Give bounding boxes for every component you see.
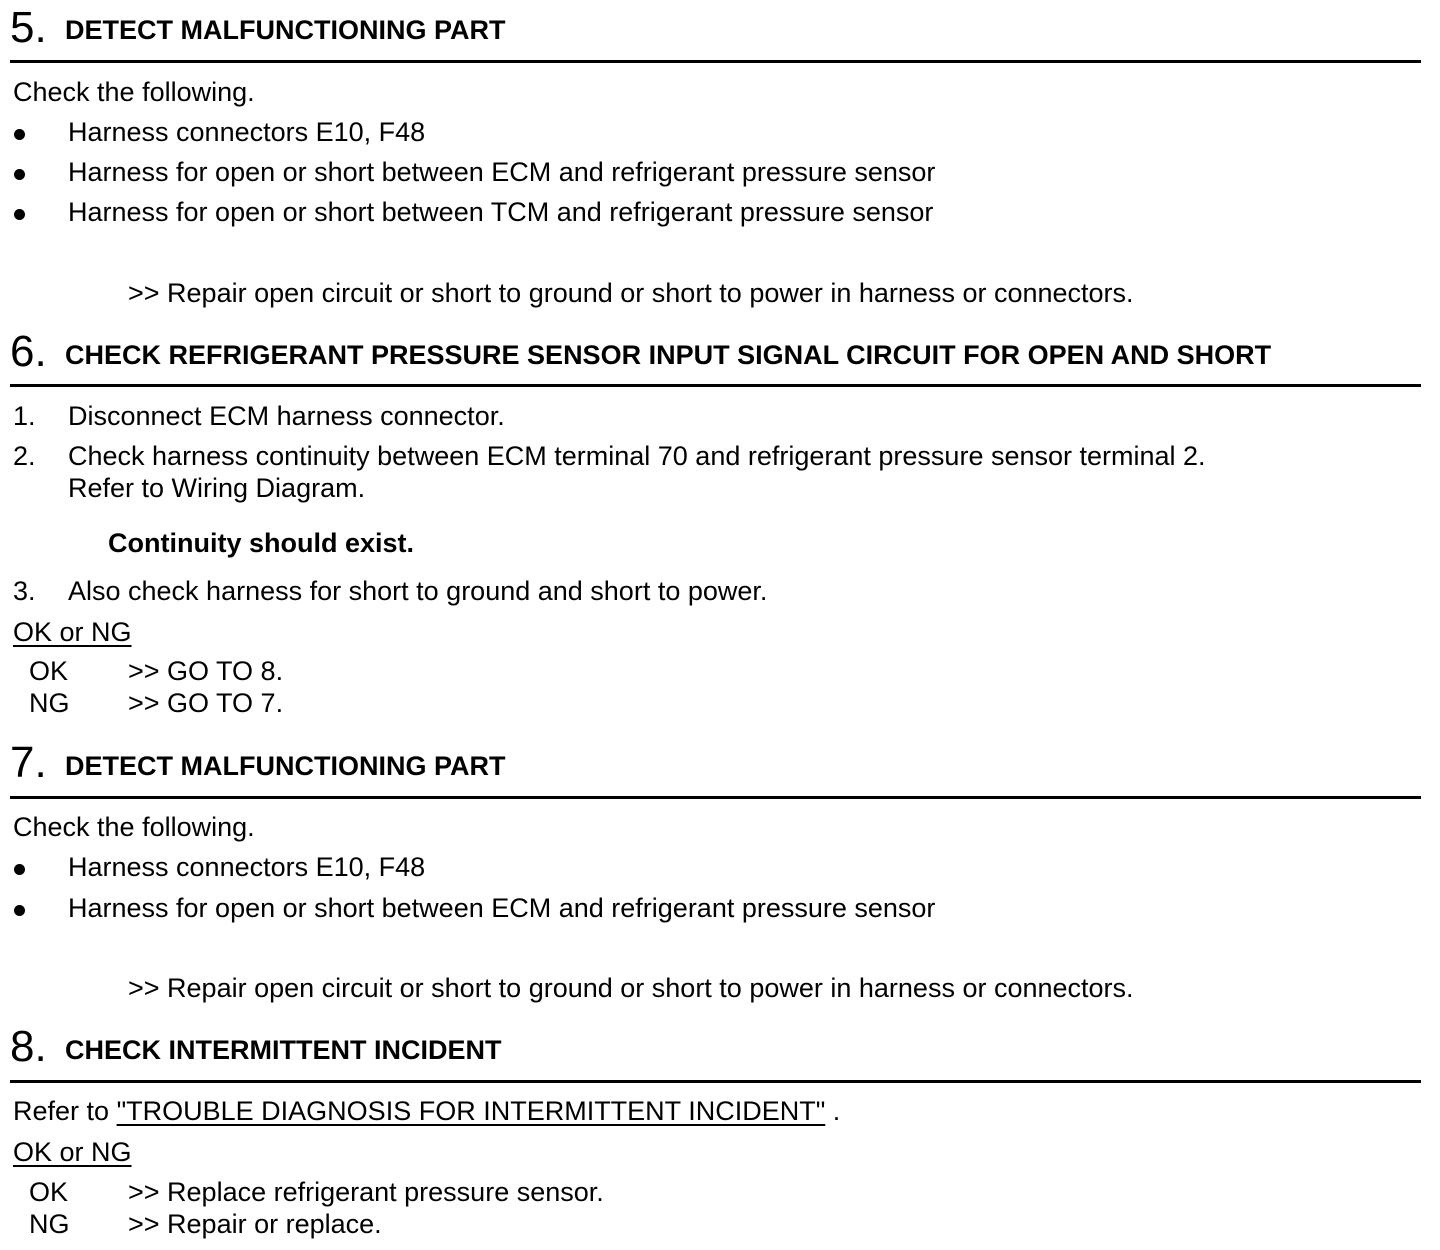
step-5-number: 5. [10,3,47,52]
step-6-item-number: 2. [13,441,36,471]
step-5-bullet: Harness for open or short between ECM and refrigerant pressure sensor [68,157,936,187]
step-6-title: CHECK REFRIGERANT PRESSURE SENSOR INPUT SIGNAL CIRCUIT FOR OPEN AND SHORT [65,340,1272,370]
result-action-ok: >> GO TO 8. [128,656,284,686]
result-action-ng: >> Repair or replace. [128,1209,382,1239]
result-key-ng: NG [29,1209,70,1239]
step-7-divider [10,796,1421,799]
step-6-number: 6. [10,327,47,376]
step-5-divider [10,60,1421,63]
refer-prefix: Refer to [13,1096,110,1126]
result-action-ng: >> GO TO 7. [128,688,284,718]
step-6-item-text: Check harness continuity between ECM terminal 70 and refrigerant pressure sensor terminal 2. [68,441,1206,471]
step-5-bullet: Harness for open or short between TCM and refrigerant pressure sensor [68,197,934,227]
step-6-item-number: 1. [13,401,36,431]
result-key-ok: OK [29,656,69,686]
step-6-item-text: Also check harness for short to ground and short to power. [68,576,768,606]
step-6-spec-note: Continuity should exist. [108,528,415,558]
step-8-result-label: OK or NG [13,1137,132,1167]
step-8-number: 8. [10,1022,47,1071]
step-5-intro: Check the following. [13,77,255,107]
step-7-intro: Check the following. [13,812,255,842]
bullet-icon [14,864,25,875]
bullet-icon [14,169,25,180]
step-5-title: DETECT MALFUNCTIONING PART [65,15,506,45]
bullet-icon [14,209,25,220]
step-7-title: DETECT MALFUNCTIONING PART [65,751,506,781]
step-7-bullet: Harness connectors E10, F48 [68,852,426,882]
step-6-item-text-cont: Refer to Wiring Diagram. [68,473,366,503]
step-7-bullet: Harness for open or short between ECM and refrigerant pressure sensor [68,893,936,923]
step-7-number: 7. [10,738,47,787]
intermittent-incident-link[interactable]: "TROUBLE DIAGNOSIS FOR INTERMITTENT INCIDENT" [116,1096,826,1126]
step-5-action: >> Repair open circuit or short to ground or short to power in harness or connectors. [128,278,1134,308]
step-5-bullet: Harness connectors E10, F48 [68,117,426,147]
bullet-icon [14,129,25,140]
result-key-ok: OK [29,1177,69,1207]
result-key-ng: NG [29,688,70,718]
step-6-divider [10,384,1421,387]
step-8-title: CHECK INTERMITTENT INCIDENT [65,1035,502,1065]
step-6-item-number: 3. [13,576,36,606]
step-6-result-label: OK or NG [13,617,132,647]
step-7-action: >> Repair open circuit or short to ground or short to power in harness or connectors. [128,973,1134,1003]
refer-suffix: . [832,1096,841,1126]
bullet-icon [14,905,25,916]
step-6-item-text: Disconnect ECM harness connector. [68,401,505,431]
step-8-refer-line [13,1095,840,1127]
result-action-ok: >> Replace refrigerant pressure sensor. [128,1177,604,1207]
step-8-divider [10,1080,1421,1083]
